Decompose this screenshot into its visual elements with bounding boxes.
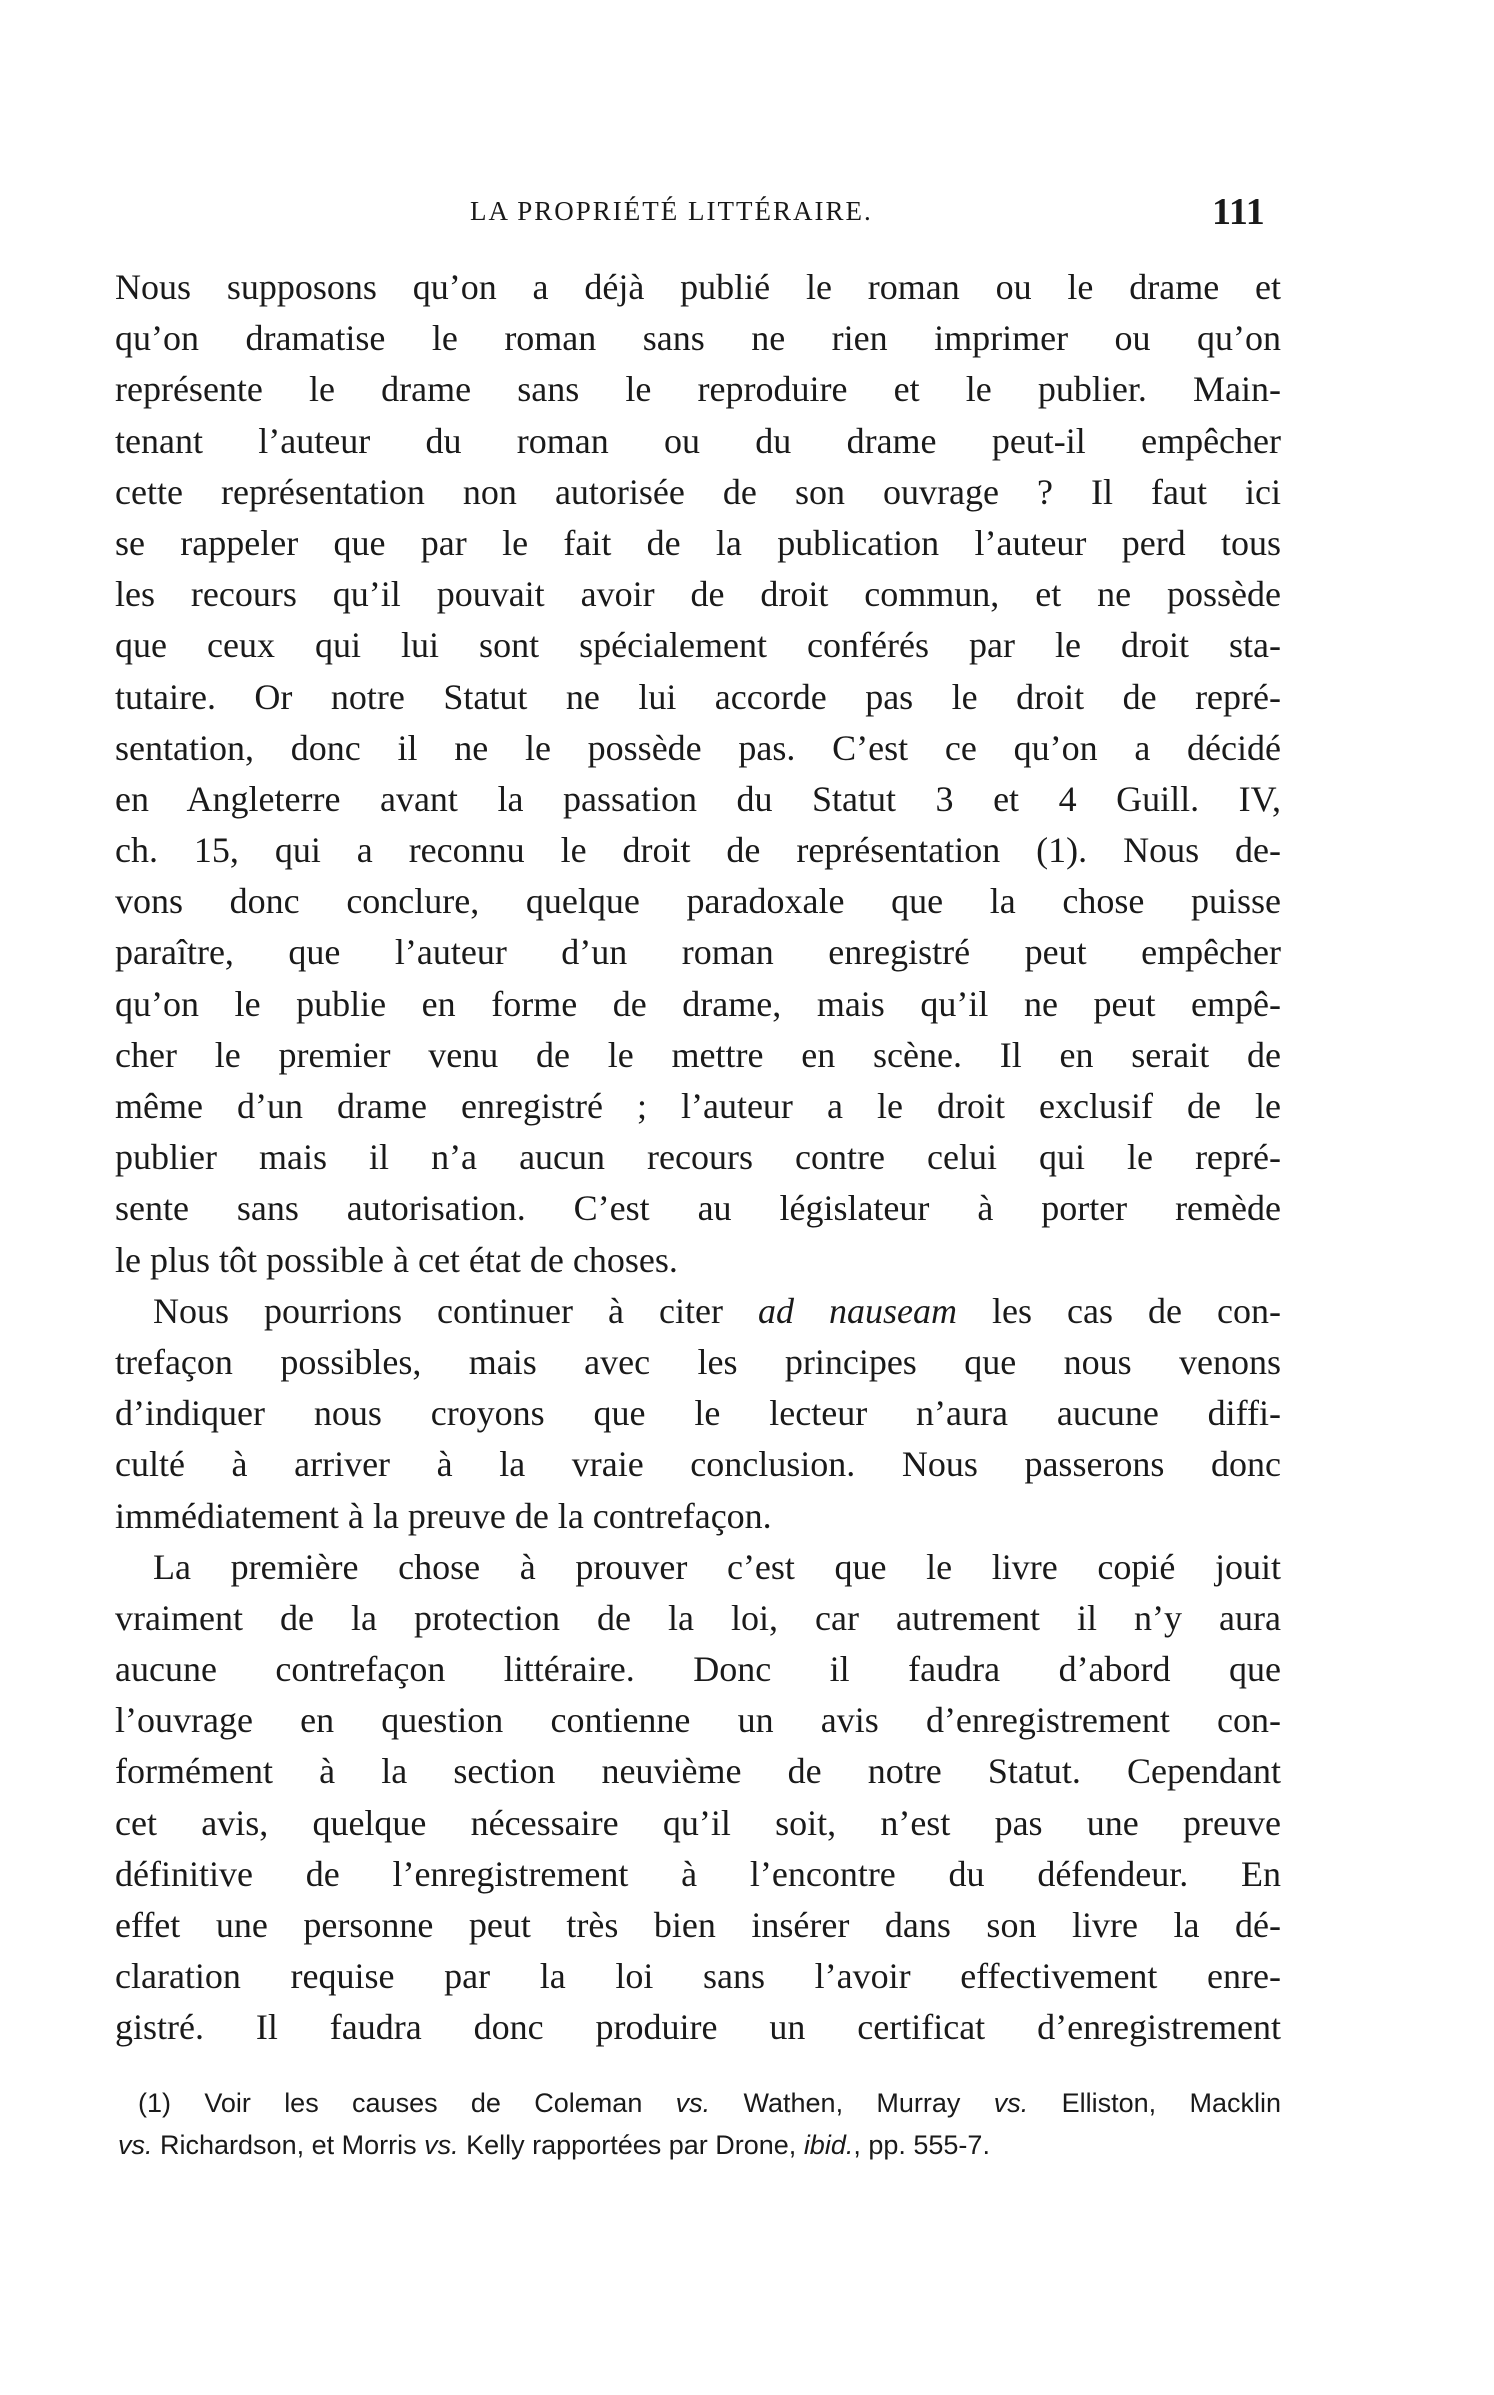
text-line: que ceux qui lui sont spécialement conférés par le droit sta- — [115, 625, 1281, 666]
footnote-line — [118, 2124, 1281, 2166]
text-line: sente sans autorisation. C’est au législateur à porter remède — [115, 1188, 1281, 1229]
text-line: vraiment de la protection de la loi, car autrement il n’y aura — [115, 1597, 1281, 1638]
text-line: cher le premier venu de le mettre en scène. Il en serait de — [115, 1034, 1281, 1075]
page-header — [0, 191, 1494, 236]
text-line: cet avis, quelque nécessaire qu’il soit, n’est pas une preuve — [115, 1802, 1281, 1843]
text-run: les cas de con- — [957, 1290, 1281, 1331]
text-run: Nous pourrions continuer à citer — [153, 1290, 758, 1331]
text-line: culté à arriver à la vraie conclusion. Nous passerons donc — [115, 1444, 1281, 1485]
text-run: , pp. 555-7. — [853, 2130, 990, 2160]
text-line: l’ouvrage en question contienne un avis d’enregistrement con- — [115, 1700, 1281, 1741]
text-line — [115, 1286, 1281, 1337]
text-line: paraître, que l’auteur d’un roman enregistré peut empêcher — [115, 932, 1281, 973]
ibid-abbrev: ibid. — [803, 2130, 854, 2160]
body-text — [115, 262, 1281, 2054]
text-line: vons donc conclure, quelque paradoxale que la chose puisse — [115, 881, 1281, 922]
text-line: qu’on le publie en forme de drame, mais qu’il ne peut empê- — [115, 983, 1281, 1024]
text-run: Wathen, Murray — [710, 2088, 994, 2118]
versus-abbrev: vs. — [675, 2088, 711, 2118]
text-line: d’indiquer nous croyons que le lecteur n’aura aucune diffi- — [115, 1393, 1281, 1434]
versus-abbrev: vs. — [993, 2088, 1029, 2118]
text-line: définitive de l’enregistrement à l’encontre du défendeur. En — [115, 1853, 1281, 1894]
page-number: 111 — [1212, 191, 1265, 233]
text-line: en Angleterre avant la passation du Statut 3 et 4 Guill. IV, — [115, 778, 1281, 819]
text-line: tenant l’auteur du roman ou du drame peut-il empêcher — [115, 420, 1281, 461]
text-run: Richardson, et Morris — [152, 2130, 425, 2160]
text-line: La première chose à prouver c’est que le livre copié jouit — [153, 1546, 1281, 1587]
text-line: immédiatement à la preuve de la contrefaçon. — [115, 1495, 772, 1536]
running-title: LA PROPRIÉTÉ LITTÉRAIRE. — [470, 196, 873, 226]
text-line: effet une personne peut très bien insérer dans son livre la dé- — [115, 1905, 1281, 1945]
versus-abbrev: vs. — [118, 2130, 153, 2160]
text-line: cette représentation non autorisée de son ouvrage ? Il faut ici — [115, 471, 1281, 512]
text-line: tutaire. Or notre Statut ne lui accorde pas le droit de repré- — [115, 676, 1281, 717]
text-run: Elliston, Macklin — [1028, 2088, 1281, 2118]
text-line: les recours qu’il pouvait avoir de droit commun, et ne possède — [115, 574, 1281, 615]
footnote — [118, 2082, 1281, 2166]
footnote-line — [118, 2082, 1281, 2124]
text-line: claration requise par la loi sans l’avoir effectivement enre- — [115, 1956, 1281, 1997]
text-line: ch. 15, qui a reconnu le droit de représentation (1). Nous de- — [115, 830, 1281, 871]
text-line: se rappeler que par le fait de la publication l’auteur perd tous — [115, 522, 1281, 563]
text-line: qu’on dramatise le roman sans ne rien imprimer ou qu’on — [115, 318, 1281, 359]
text-line: sentation, donc il ne le possède pas. C’est ce qu’on a décidé — [115, 727, 1281, 768]
text-run: (1) Voir les causes de Coleman — [138, 2088, 676, 2118]
latin-phrase: ad nauseam — [757, 1290, 957, 1331]
text-line: aucune contrefaçon littéraire. Donc il faudra d’abord que — [115, 1649, 1281, 1690]
text-line: représente le drame sans le reproduire et le publier. Main- — [115, 369, 1281, 410]
text-line: formément à la section neuvième de notre Statut. Cependant — [115, 1751, 1281, 1792]
text-line: même d’un drame enregistré ; l’auteur a le droit exclusif de le — [115, 1086, 1281, 1126]
text-line: gistré. Il faudra donc produire un certificat d’enregistrement — [115, 2007, 1281, 2048]
versus-abbrev: vs. — [424, 2130, 459, 2160]
text-run: Kelly rapportées par Drone, — [458, 2130, 804, 2160]
text-line: le plus tôt possible à cet état de choses. — [115, 1239, 678, 1280]
text-line: Nous supposons qu’on a déjà publié le roman ou le drame et — [115, 267, 1281, 307]
text-line: publier mais il n’a aucun recours contre celui qui le repré- — [115, 1137, 1281, 1178]
text-line: trefaçon possibles, mais avec les principes que nous venons — [115, 1341, 1281, 1382]
